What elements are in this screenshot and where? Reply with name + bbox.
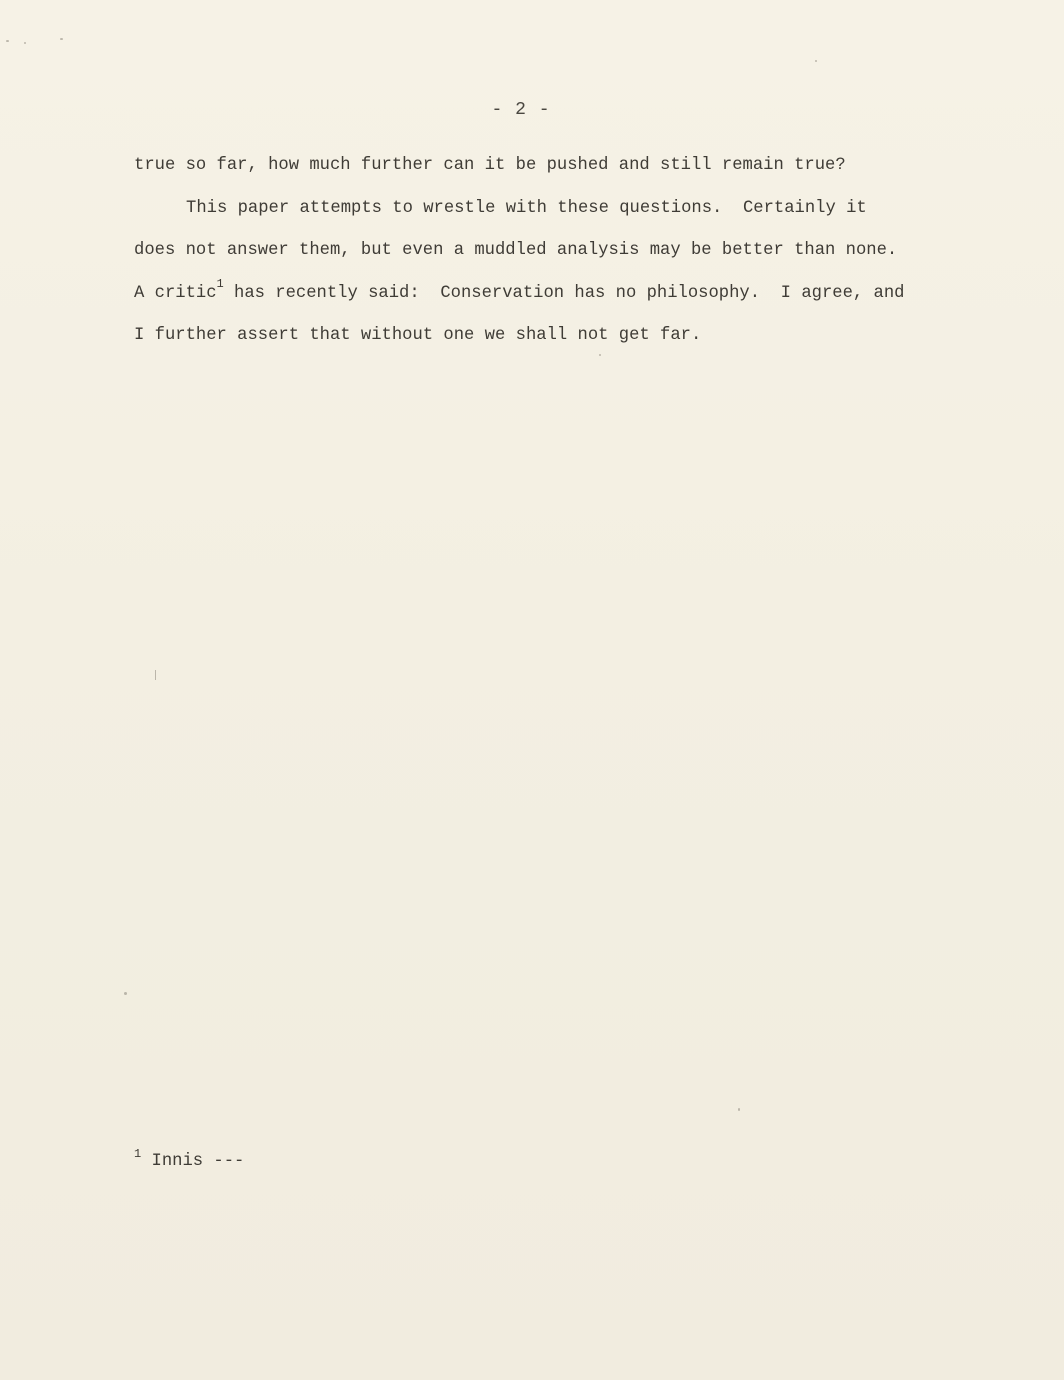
body-text <box>134 145 934 358</box>
paper-speck <box>124 992 127 995</box>
paper-speck <box>815 60 817 62</box>
paper-speck <box>6 40 9 42</box>
text-line: I further assert that without one we shall not get far. <box>134 326 702 345</box>
text-fragment: has recently said: Conservation has no philosophy. I agree, and <box>223 283 905 303</box>
text-line: does not answer them, but even a muddled analysis may be better than none. <box>134 241 898 260</box>
paper-speck <box>155 670 156 680</box>
paper-speck <box>738 1108 740 1111</box>
footnote-marker: 1 <box>134 1147 142 1161</box>
paper-speck <box>24 42 26 44</box>
paper-speck <box>599 354 601 356</box>
text-fragment: A critic <box>134 283 217 303</box>
paper-speck <box>60 38 63 40</box>
footnote <box>134 1147 245 1171</box>
footnote-text: Innis --- <box>141 1152 245 1171</box>
text-line: This paper attempts to wrestle with these questions. Certainly it <box>186 198 867 218</box>
page-number: - 2 - <box>491 100 551 120</box>
text-line-with-footnote-ref <box>134 273 934 316</box>
footnote-reference: 1 <box>216 276 224 291</box>
text-line: true so far, how much further can it be pushed and still remain true? <box>134 156 846 175</box>
